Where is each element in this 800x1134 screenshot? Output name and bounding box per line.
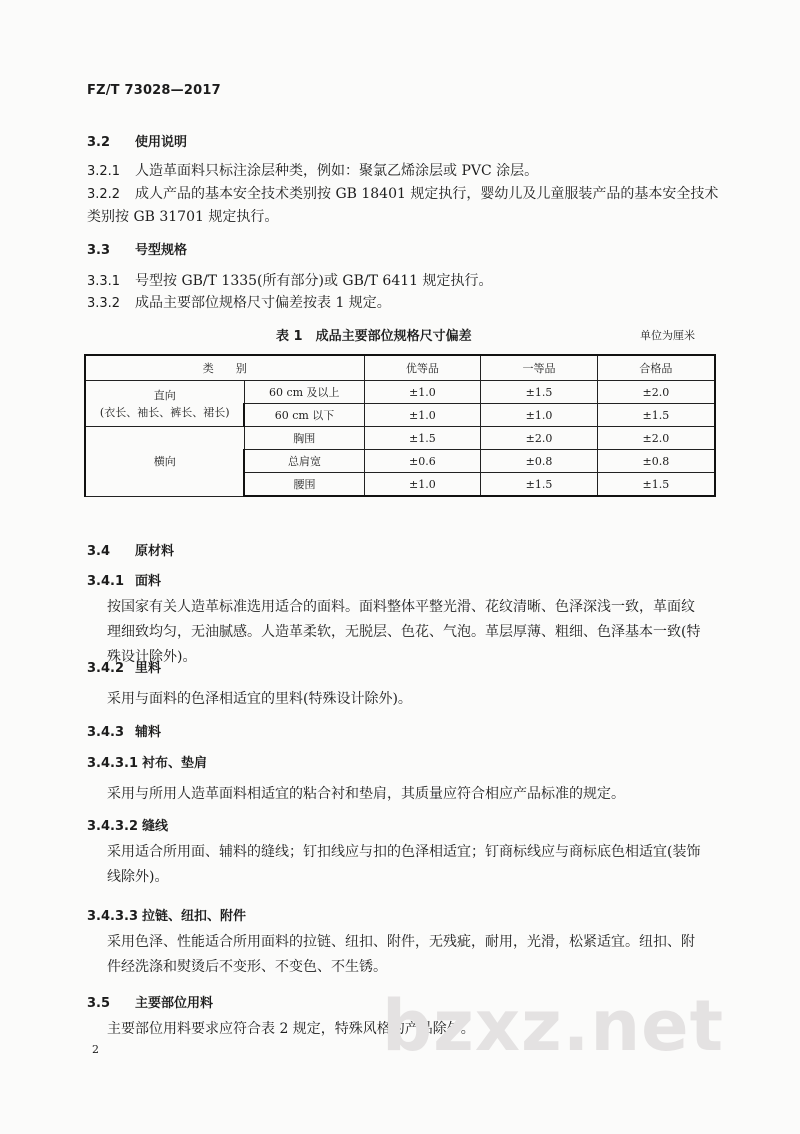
section-number: 3.4.3.1	[87, 756, 138, 771]
section-number: 3.4.3.2	[87, 819, 138, 834]
table-row	[85, 427, 715, 450]
section-title: 辅料	[135, 725, 162, 740]
watermark: bzxz.net	[382, 985, 725, 1067]
section-3-4-3-heading	[87, 721, 161, 740]
standard-number: FZ/T 73028—2017	[87, 83, 221, 98]
value-first-class: ±1.0	[481, 404, 598, 427]
section-title: 主要部位用料	[135, 996, 214, 1011]
value-first-class: ±2.0	[481, 427, 598, 450]
paragraph-zipper-buttons: 采用色泽、性能适合所用面料的拉链、纽扣、附件，无残疵，耐用，光滑，松紧适宜。纽扣、附件经洗涤和熨烫后不变形、不变色、不生锈。	[107, 934, 695, 975]
section-title: 使用说明	[135, 135, 188, 150]
header-category: 类 别	[85, 355, 364, 381]
value-qualified: ±2.0	[597, 427, 715, 450]
paragraph-material-usage: 主要部位用料要求应符合表 2 规定，特殊风格的产品除外。	[107, 1021, 475, 1037]
section-3-4-2-heading	[87, 657, 161, 676]
header-superior: 优等品	[364, 355, 481, 381]
value-qualified: ±1.5	[597, 473, 715, 497]
header-qualified: 合格品	[597, 355, 715, 381]
vertical-sublabel: (衣长、袖长、裤长、裙长)	[99, 405, 230, 419]
clause-number: 3.2.1	[87, 164, 121, 179]
section-number: 3.4	[87, 544, 111, 559]
value-first-class: ±1.5	[481, 473, 598, 497]
page-number: 2	[92, 1043, 99, 1056]
value-superior: ±1.0	[364, 404, 481, 427]
value-qualified: ±1.5	[597, 404, 715, 427]
section-number: 3.4.3.3	[87, 909, 138, 924]
clause-text: 人造革面料只标注涂层种类，例如：聚氯乙烯涂层或 PVC 涂层。	[135, 163, 539, 179]
section-3-2-heading	[87, 131, 187, 150]
table-header-row	[85, 355, 715, 381]
value-qualified: ±0.8	[597, 450, 715, 473]
section-title: 原材料	[135, 544, 175, 559]
clause-number: 3.3.1	[87, 274, 121, 289]
sub-category: 胸围	[244, 427, 364, 450]
clause-3-2-1	[87, 160, 538, 180]
section-3-4-heading	[87, 540, 174, 559]
section-number: 3.4.2	[87, 661, 125, 676]
clause-3-2-2-cont: 类别按 GB 31701 规定执行。	[87, 209, 279, 225]
table-title: 表 1 成品主要部位规格尺寸偏差	[276, 329, 472, 344]
paragraph-lining: 采用与面料的色泽相适宜的里料(特殊设计除外)。	[107, 691, 412, 707]
section-3-4-3-2-heading	[87, 815, 168, 834]
vertical-category-cell	[85, 381, 244, 427]
clause-3-3-2	[87, 292, 391, 312]
paragraph-fabric: 按国家有关人造革标准选用适合的面料。面料整体平整光滑、花纹清晰、色泽深浅一致，革面纹理细致均匀，无油腻感。人造革柔软，无脱层、色花、气泡。革层厚薄、粗细、色泽基本一致(特殊设计除外)。	[107, 599, 701, 665]
section-number: 3.5	[87, 996, 111, 1011]
table-row	[85, 381, 715, 404]
sub-category: 腰围	[244, 473, 364, 497]
vertical-label: 直向	[153, 388, 176, 402]
section-title: 缝线	[142, 819, 169, 834]
section-title: 号型规格	[135, 243, 188, 258]
clause-text: 成人产品的基本安全技术类别按 GB 18401 规定执行，婴幼儿及儿童服装产品的基本安全技术	[135, 186, 719, 202]
clause-number: 3.3.2	[87, 296, 121, 311]
deviation-table	[84, 354, 716, 497]
value-superior: ±0.6	[364, 450, 481, 473]
sub-category: 60 cm 及以上	[244, 381, 364, 404]
header-first-class: 一等品	[481, 355, 598, 381]
horizontal-category-cell: 横向	[85, 427, 244, 497]
section-title: 拉链、纽扣、附件	[142, 909, 247, 924]
sub-category: 60 cm 以下	[244, 404, 364, 427]
sub-category: 总肩宽	[244, 450, 364, 473]
section-title: 衬布、垫肩	[142, 756, 208, 771]
value-first-class: ±0.8	[481, 450, 598, 473]
value-superior: ±1.0	[364, 473, 481, 497]
section-number: 3.4.1	[87, 574, 125, 589]
value-qualified: ±2.0	[597, 381, 715, 404]
section-3-4-3-3-heading	[87, 905, 246, 924]
section-3-4-3-1-heading	[87, 752, 207, 771]
section-number: 3.2	[87, 135, 111, 150]
section-title: 面料	[135, 574, 162, 589]
value-superior: ±1.0	[364, 381, 481, 404]
section-3-5-heading	[87, 992, 213, 1011]
value-superior: ±1.5	[364, 427, 481, 450]
clause-text: 成品主要部位规格尺寸偏差按表 1 规定。	[135, 295, 391, 311]
clause-text: 号型按 GB/T 1335(所有部分)或 GB/T 6411 规定执行。	[135, 273, 493, 289]
value-first-class: ±1.5	[481, 381, 598, 404]
clause-3-3-1	[87, 270, 493, 290]
section-title: 里料	[135, 661, 162, 676]
clause-3-2-2	[87, 183, 718, 203]
section-number: 3.4.3	[87, 725, 125, 740]
section-3-3-heading	[87, 239, 187, 258]
table-unit: 单位为厘米	[640, 329, 695, 342]
paragraph-thread: 采用适合所用面、辅料的缝线；钉扣线应与扣的色泽相适宜；钉商标线应与商标底色相适宜(装饰线除外)。	[107, 844, 701, 885]
section-number: 3.3	[87, 243, 111, 258]
section-3-4-1-heading	[87, 570, 161, 589]
paragraph-interlining: 采用与所用人造革面料相适宜的粘合衬和垫肩，其质量应符合相应产品标准的规定。	[107, 786, 625, 802]
clause-number: 3.2.2	[87, 187, 121, 202]
